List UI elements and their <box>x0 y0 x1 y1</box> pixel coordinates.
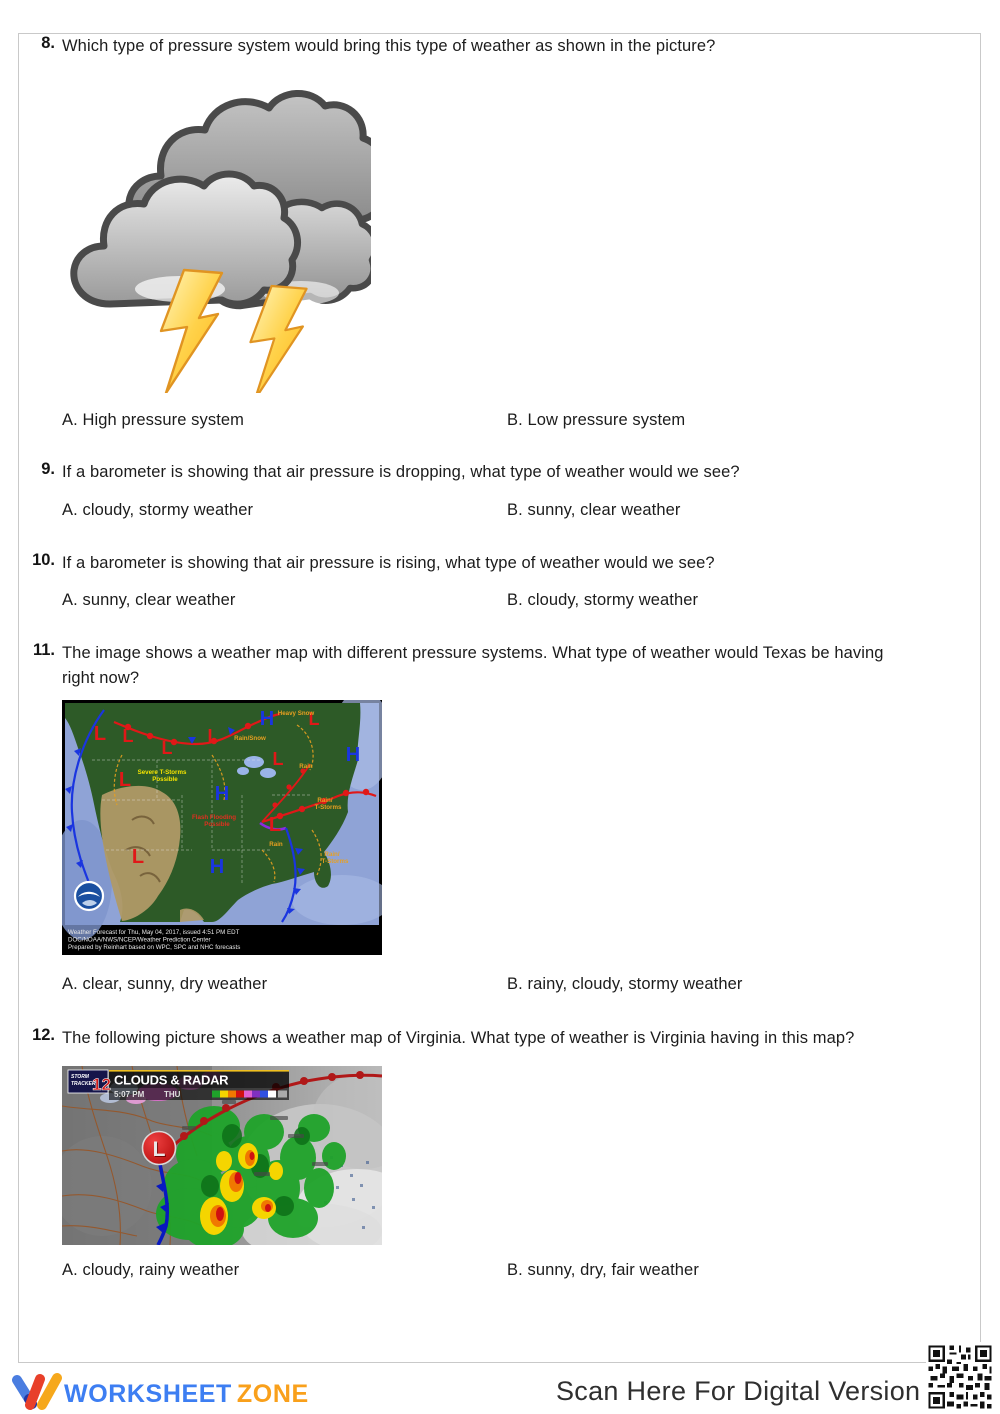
station-logo <box>68 1070 111 1094</box>
svg-text:Rain: Rain <box>299 763 313 770</box>
svg-text:Heavy Snow: Heavy Snow <box>277 710 315 717</box>
radar-time: 5:07 PM <box>114 1090 145 1099</box>
q10-option-b[interactable]: B. cloudy, stormy weather <box>507 591 699 609</box>
radar-day: THU <box>164 1090 181 1099</box>
svg-text:L: L <box>118 769 132 791</box>
svg-text:Rain/: Rain/ <box>324 851 340 858</box>
question-11-number: 11. <box>32 641 55 659</box>
q11-option-b[interactable]: B. rainy, cloudy, stormy weather <box>507 975 743 993</box>
svg-text:L: L <box>268 814 282 836</box>
svg-text:Possible: Possible <box>152 776 178 783</box>
svg-text:H: H <box>345 744 361 766</box>
station-number: 12 <box>92 1075 111 1094</box>
radar-title: CLOUDS & RADAR <box>114 1072 229 1088</box>
svg-text:Rain: Rain <box>269 841 283 848</box>
low-pressure-symbol <box>143 1132 176 1165</box>
question-9-number: 9. <box>41 460 55 478</box>
svg-text:T-Storms: T-Storms <box>321 858 349 865</box>
svg-text:Severe T-Storms: Severe T-Storms <box>137 769 187 776</box>
svg-text:H: H <box>214 783 230 805</box>
low-symbol: L <box>93 723 107 745</box>
qr-code[interactable] <box>926 1342 994 1412</box>
noaa-logo <box>75 882 103 910</box>
svg-text:H: H <box>209 856 225 878</box>
svg-text:Weather Forecast for Thu, May: Weather Forecast for Thu, May 04, 2017, issued 4:51 PM EDT <box>68 929 240 936</box>
q9-option-b[interactable]: B. sunny, clear weather <box>507 501 681 519</box>
q8-option-a[interactable]: A. High pressure system <box>62 411 245 429</box>
q11-option-a[interactable]: A. clear, sunny, dry weather <box>62 975 268 993</box>
svg-text:DOC/NOAA/NWS/NCEP/Weather Pred: DOC/NOAA/NWS/NCEP/Weather Prediction Center <box>68 936 211 944</box>
question-8-text: Which type of pressure system would bring this type of weather as shown in the picture? <box>62 37 716 55</box>
question-10-text: If a barometer is showing that air pressure is rising, what type of weather would we see? <box>62 554 715 572</box>
svg-text:L: L <box>161 738 173 758</box>
svg-text:TRACKER: TRACKER <box>71 1081 96 1087</box>
svg-text:Rain/Snow: Rain/Snow <box>234 735 266 742</box>
question-12-text: The following picture shows a weather map of Virginia. What type of weather is Virginia having in this map? <box>62 1029 855 1047</box>
svg-text:L: L <box>308 709 320 729</box>
svg-text:Rain/: Rain/ <box>317 797 333 804</box>
svg-text:STORM: STORM <box>71 1074 89 1080</box>
radar-color-scale <box>212 1091 287 1098</box>
q8-option-b[interactable]: B. Low pressure system <box>507 411 686 429</box>
svg-text:Possible: Possible <box>204 821 230 828</box>
storm-cloud-image <box>66 78 371 393</box>
brand-first-word: WORKSHEET <box>64 1380 232 1408</box>
q9-option-a[interactable]: A. cloudy, stormy weather <box>62 501 254 519</box>
svg-text:T-Storms: T-Storms <box>314 804 342 811</box>
question-12-number: 12. <box>32 1026 55 1044</box>
brand-second-word: ZONE <box>236 1380 309 1408</box>
question-10-number: 10. <box>32 551 55 569</box>
svg-text:Flash Flooding: Flash Flooding <box>192 814 236 821</box>
svg-text:L: L <box>152 1138 166 1161</box>
question-11-text: The image shows a weather map with different pressure systems. What type of weather would Texas be having right now? <box>62 644 884 687</box>
pressure-systems-map <box>62 700 382 955</box>
svg-text:Prepared by Reinhart based on: Prepared by Reinhart based on WPC, SPC and NHC forecasts <box>68 944 241 951</box>
svg-text:L: L <box>122 726 134 746</box>
question-8-number: 8. <box>41 34 55 52</box>
virginia-radar-map <box>62 1066 382 1245</box>
q12-option-a[interactable]: A. cloudy, rainy weather <box>62 1261 240 1279</box>
scan-here-text: Scan Here For Digital Version <box>556 1376 921 1406</box>
worksheetzone-wordmark[interactable] <box>64 1380 309 1409</box>
svg-text:L: L <box>207 726 219 746</box>
q12-option-b[interactable]: B. sunny, dry, fair weather <box>507 1261 699 1279</box>
svg-text:L: L <box>272 749 284 769</box>
q10-option-a[interactable]: A. sunny, clear weather <box>62 591 236 609</box>
svg-text:L: L <box>131 846 145 868</box>
question-9-text: If a barometer is showing that air pressure is dropping, what type of weather would we see? <box>62 463 740 481</box>
worksheetzone-logo-icon[interactable] <box>12 1372 64 1414</box>
high-symbol: H <box>259 708 275 730</box>
